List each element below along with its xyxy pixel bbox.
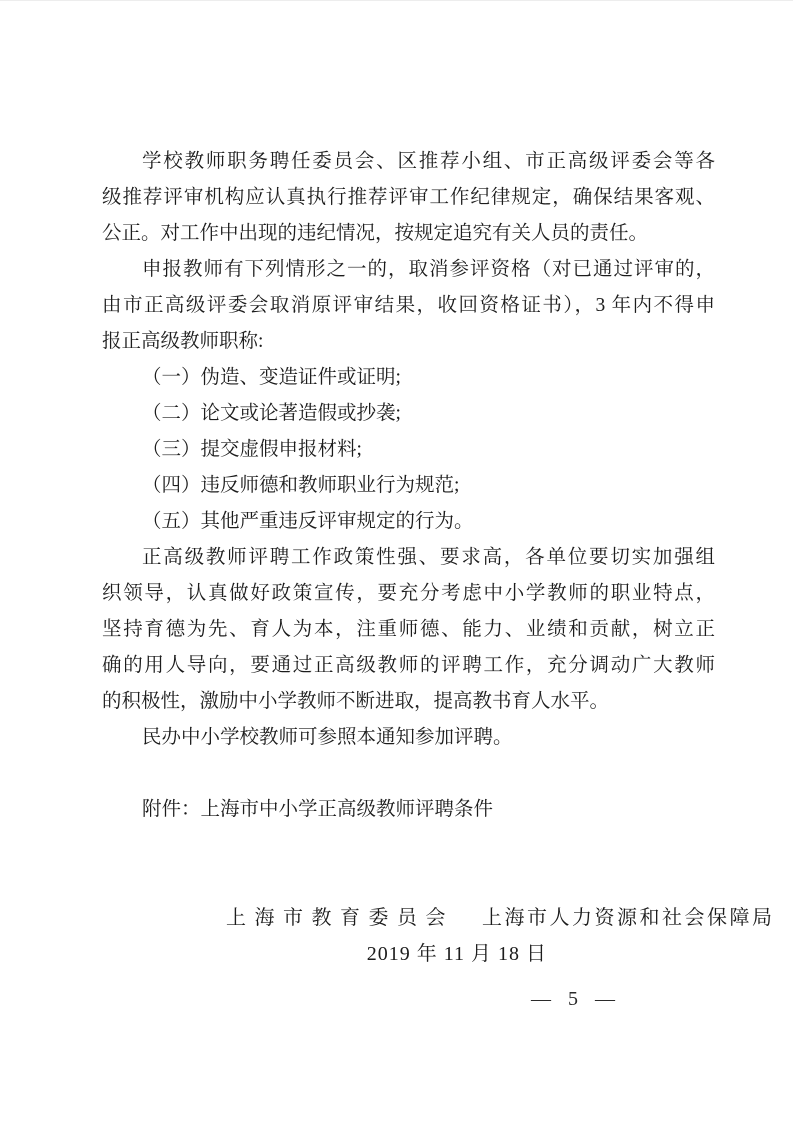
body-line: 确的用人导向，要通过正高级教师的评聘工作，充分调动广大教师 [102, 655, 715, 676]
list-item-1: （一）伪造、变造证件或证明; [142, 367, 401, 388]
body-line: 织领导，认真做好政策宣传，要充分考虑中小学教师的职业特点， [102, 583, 715, 604]
footer-dash-right: — [595, 988, 615, 1010]
body-line: 申报教师有下列情形之一的，取消参评资格（对已通过评审的， [142, 259, 715, 280]
signature-row [102, 900, 775, 936]
attachment-line [102, 792, 715, 828]
list-item-3: （三）提交虚假申报材料; [142, 439, 362, 460]
issuer-hr-social-security-bureau: 上海市人力资源和社会保障局 [482, 907, 775, 929]
document-body [0, 1, 793, 1011]
body-line: 民办中小学校教师可参照本通知参加评聘。 [142, 727, 513, 748]
issue-date: 2019 年 11 月 18 日 [366, 943, 547, 965]
body-line: 学校教师职务聘任委员会、区推荐小组、市正高级评委会等各 [142, 151, 715, 172]
footer-dash-left: — [531, 988, 551, 1010]
body-line: 级推荐评审机构应认真执行推荐评审工作纪律规定，确保结果客观、 [102, 187, 715, 208]
list-item-2: （二）论文或论著造假或抄袭; [142, 403, 401, 424]
attachment-title: 上海市中小学正高级教师评聘条件 [200, 799, 494, 820]
issuer-education-commission: 上海市教育委员会 [226, 907, 454, 929]
page-number: 5 [568, 988, 578, 1010]
list-item-5: （五）其他严重违反评审规定的行为。 [142, 511, 474, 532]
body-line: 坚持育德为先、育人为本，注重师德、能力、业绩和贡献，树立正 [102, 619, 715, 640]
list-item-4: （四）违反师德和教师职业行为规范; [142, 475, 460, 496]
attachment-label: 附件： [142, 799, 201, 820]
body-line: 由市正高级评委会取消原评审结果，收回资格证书），3 年内不得申 [102, 295, 715, 316]
body-line: 正高级教师评聘工作政策性强、要求高，各单位要切实加强组 [142, 547, 715, 568]
body-line: 公正。对工作中出现的违纪情况，按规定追究有关人员的责任。 [102, 223, 649, 244]
body-line: 报正高级教师职称: [102, 331, 264, 352]
page-footer [102, 987, 715, 1011]
body-line: 的积极性，激励中小学教师不断进取，提高教书育人水平。 [102, 691, 610, 712]
